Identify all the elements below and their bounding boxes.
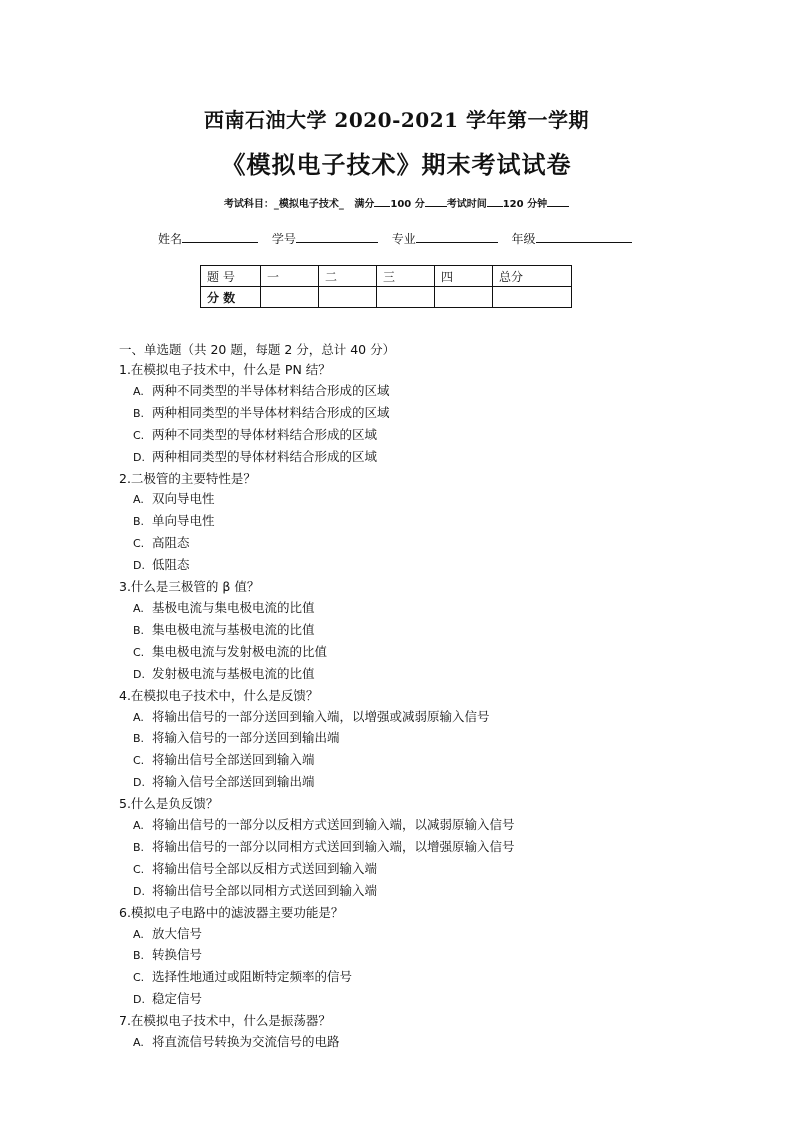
question-text: 5.什么是负反馈？: [119, 796, 219, 812]
option-text: 将输出信号全部送回到输入端: [152, 752, 315, 768]
score-table-score-row: [201, 287, 572, 308]
option-label: B.: [133, 623, 145, 637]
blank-line: [547, 196, 569, 207]
option-text: 稳定信号: [152, 991, 203, 1007]
grade-label: 年级: [511, 232, 536, 246]
question-option[interactable]: [119, 945, 719, 967]
option-label: A.: [133, 1036, 144, 1050]
option-text: 发射极电流与基极电流的比值: [152, 665, 315, 681]
score-cell-4[interactable]: [435, 287, 493, 308]
question-option[interactable]: [119, 403, 719, 425]
option-text: 转换信号: [152, 947, 203, 963]
id-field[interactable]: [272, 230, 378, 247]
option-text: 双向导电性: [152, 491, 215, 507]
student-info-row: [158, 230, 642, 247]
option-text: 放大信号: [152, 925, 203, 941]
time-value: 120 分钟: [502, 199, 548, 210]
option-label: D.: [133, 884, 145, 898]
question-text: 1.在模拟电子技术中，什么是 PN 结？: [119, 362, 331, 377]
option-label: C.: [133, 862, 145, 876]
score-cell-total[interactable]: [493, 287, 572, 308]
score-label: 满分: [354, 199, 375, 210]
question-option[interactable]: [119, 642, 719, 664]
question-option[interactable]: [119, 815, 719, 837]
exam-title-line1: 西南石油大学 2020-2021 学年第一学期: [203, 108, 590, 132]
question-text: 4.在模拟电子技术中，什么是反馈？: [119, 687, 319, 703]
id-label: 学号: [271, 232, 296, 246]
subject-label: 考试科目：: [223, 199, 274, 210]
name-field[interactable]: [158, 230, 258, 247]
option-text: 高阻态: [152, 535, 190, 551]
id-blank[interactable]: [296, 230, 378, 243]
blank-line: [487, 196, 503, 207]
option-label: A.: [133, 493, 144, 507]
major-field[interactable]: [392, 230, 498, 247]
exam-title-line2: 《模拟电子技术》期末考试试卷: [221, 150, 572, 179]
score-table: [200, 265, 572, 308]
option-label: A.: [133, 384, 144, 398]
score-table-cell: 四: [435, 266, 493, 287]
question-option[interactable]: [119, 511, 719, 533]
option-label: B.: [133, 949, 145, 963]
option-text: 将输出信号的一部分以反相方式送回到输入端，以减弱原输入信号: [152, 817, 515, 833]
option-text: 将输入信号全部送回到输出端: [152, 774, 315, 790]
option-text: 两种不同类型的导体材料结合形成的区域: [152, 426, 378, 442]
option-label: B.: [133, 406, 145, 420]
question-option[interactable]: [119, 728, 719, 750]
question-option[interactable]: [119, 967, 719, 989]
question-option[interactable]: [119, 620, 719, 642]
question-option[interactable]: [119, 989, 719, 1011]
option-text: 将输出信号的一部分以同相方式送回到输入端，以增强原输入信号: [152, 838, 515, 854]
option-text: 低阻态: [152, 557, 190, 573]
option-label: A.: [133, 819, 144, 833]
option-text: 两种相同类型的导体材料结合形成的区域: [152, 448, 378, 464]
question-option[interactable]: [119, 772, 719, 794]
major-blank[interactable]: [416, 230, 498, 243]
option-text: 将输出信号全部以反相方式送回到输入端: [152, 860, 378, 876]
score-table-cell: 题 号: [201, 266, 261, 287]
option-label: D.: [133, 559, 145, 573]
question-list: [119, 360, 719, 1054]
option-label: B.: [133, 515, 145, 529]
section-title: 一、单选题（共 20 题，每题 2 分，总计 40 分）: [119, 342, 396, 357]
question-option[interactable]: [119, 447, 719, 469]
option-label: C.: [133, 754, 145, 768]
score-cell-3[interactable]: [377, 287, 435, 308]
score-row-label: 分 数: [201, 287, 261, 308]
option-text: 将输出信号的一部分送回到输入端，以增强或减弱原输入信号: [152, 708, 490, 724]
option-text: 两种相同类型的半导体材料结合形成的区域: [152, 404, 390, 420]
option-text: 单向导电性: [152, 513, 215, 529]
question-option[interactable]: [119, 881, 719, 903]
option-text: 将输出信号全部以同相方式送回到输入端: [152, 882, 378, 898]
score-cell-1[interactable]: [261, 287, 319, 308]
question-option[interactable]: [119, 489, 719, 511]
option-label: A.: [133, 927, 144, 941]
score-table-cell: 二: [319, 266, 377, 287]
option-label: A.: [133, 710, 144, 724]
question-option[interactable]: [119, 1032, 719, 1054]
blank-line: [374, 196, 390, 207]
subject-value: _模拟电子技术_: [273, 199, 344, 210]
question-option[interactable]: [119, 837, 719, 859]
option-label: C.: [133, 645, 145, 659]
option-text: 基极电流与集电极电流的比值: [152, 599, 315, 615]
blank-line: [425, 196, 447, 207]
option-label: D.: [133, 450, 145, 464]
option-label: A.: [133, 601, 144, 615]
option-label: D.: [133, 993, 145, 1007]
option-label: B.: [133, 732, 145, 746]
question-option[interactable]: [119, 859, 719, 881]
option-label: C.: [133, 971, 145, 985]
time-label: 考试时间: [446, 199, 487, 210]
option-text: 集电极电流与发射极电流的比值: [152, 643, 328, 659]
option-text: 将输入信号的一部分送回到输出端: [152, 730, 340, 746]
score-table-cell: 一: [261, 266, 319, 287]
question-text: 7.在模拟电子技术中，什么是振荡器？: [119, 1013, 331, 1029]
grade-blank[interactable]: [536, 230, 632, 243]
question-text: 6.模拟电子电路中的滤波器主要功能是？: [119, 904, 344, 920]
question-option[interactable]: [119, 664, 719, 686]
grade-field[interactable]: [512, 230, 632, 247]
question-text: 3.什么是三极管的 β 值？: [119, 579, 260, 595]
question-text: 2.二极管的主要特性是？: [119, 470, 256, 486]
question-option[interactable]: [119, 707, 719, 729]
question-option[interactable]: [119, 750, 719, 772]
option-label: C.: [133, 428, 145, 442]
option-text: 将直流信号转换为交流信号的电路: [152, 1034, 340, 1050]
option-text: 两种不同类型的半导体材料结合形成的区域: [152, 382, 390, 398]
question-option[interactable]: [119, 533, 719, 555]
major-label: 专业: [391, 232, 416, 246]
score-table-cell: 总分: [493, 266, 572, 287]
question-option[interactable]: [119, 598, 719, 620]
score-cell-2[interactable]: [319, 287, 377, 308]
question-option[interactable]: [119, 381, 719, 403]
question-option[interactable]: [119, 555, 719, 577]
name-label: 姓名: [158, 232, 183, 246]
option-label: C.: [133, 537, 145, 551]
exam-info-line: [0, 195, 793, 210]
option-text: 选择性地通过或阻断特定频率的信号: [152, 969, 353, 985]
name-blank[interactable]: [182, 230, 258, 243]
option-label: D.: [133, 667, 145, 681]
option-label: D.: [133, 776, 145, 790]
score-table-header-row: [201, 266, 572, 287]
option-label: B.: [133, 840, 145, 854]
question-option[interactable]: [119, 425, 719, 447]
option-text: 集电极电流与基极电流的比值: [152, 621, 315, 637]
score-table-cell: 三: [377, 266, 435, 287]
question-option[interactable]: [119, 924, 719, 946]
score-value: 100 分: [390, 199, 425, 210]
